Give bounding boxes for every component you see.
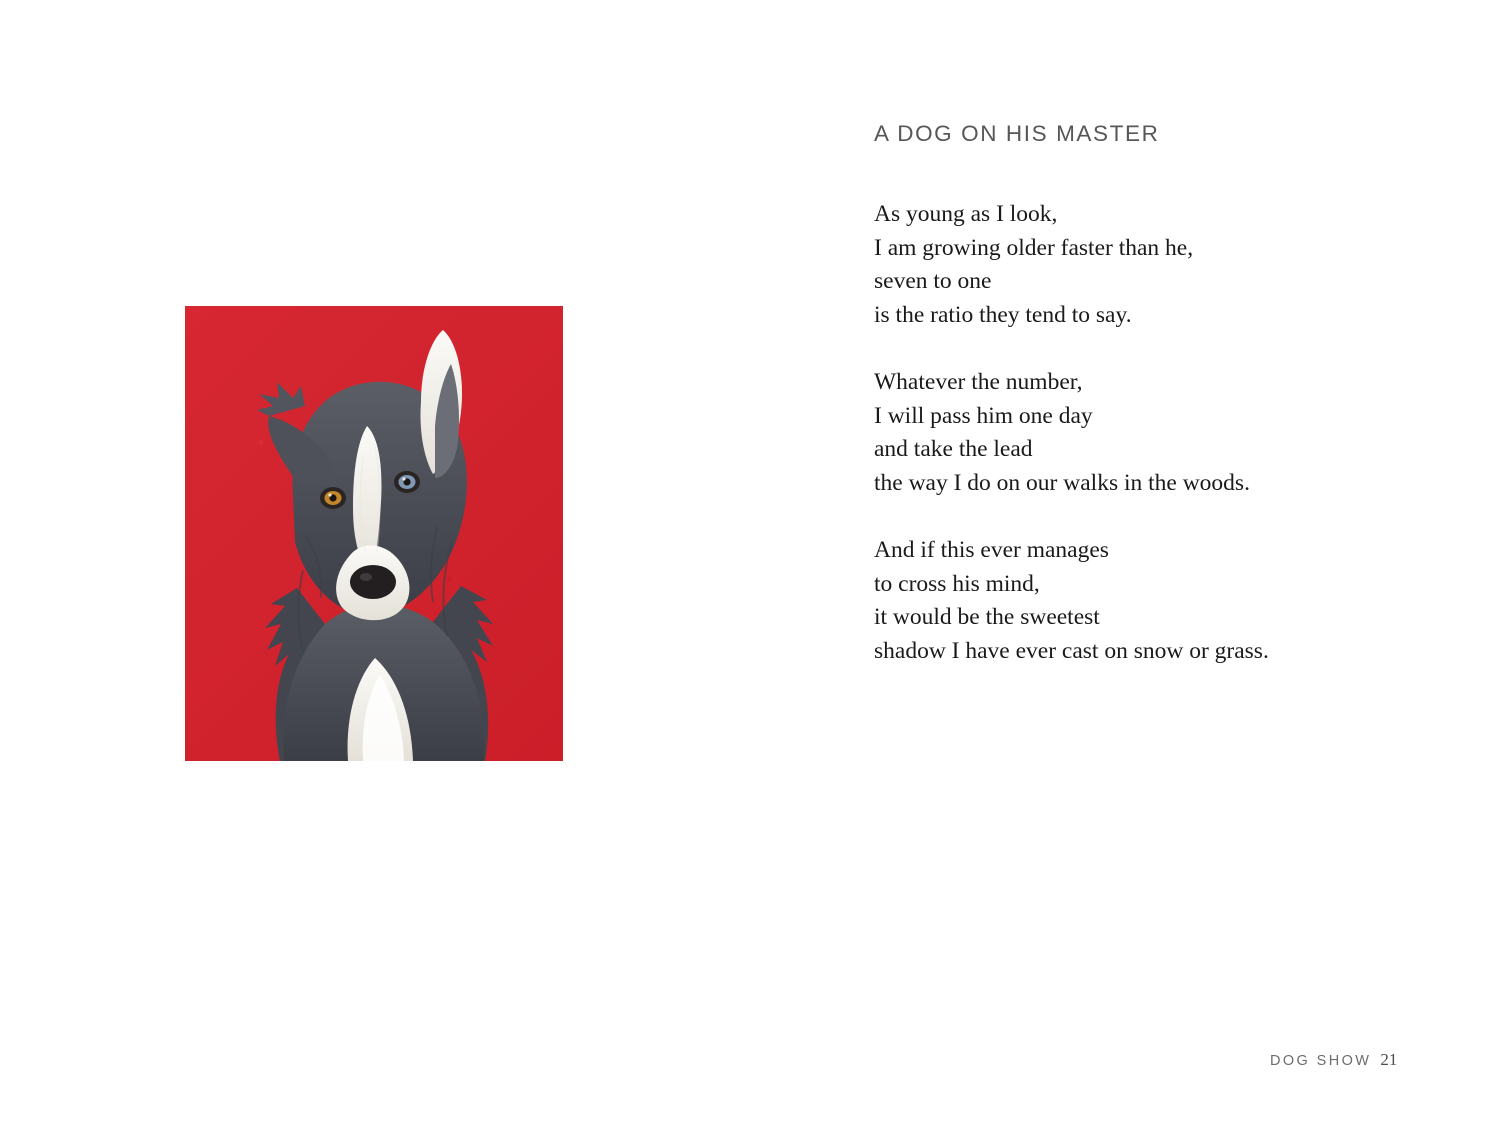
poem-line: Whatever the number,	[874, 369, 1083, 395]
poem-stanza	[874, 534, 1434, 668]
page-footer	[1270, 1050, 1397, 1070]
poem-line: is the ratio they tend to say.	[874, 301, 1132, 328]
poem-line: to cross his mind,	[874, 570, 1040, 597]
poem-line: And if this ever manages	[874, 537, 1109, 563]
poem-title: A DOG ON HIS MASTER	[874, 121, 1160, 147]
dog-portrait-image	[185, 306, 563, 761]
poem-line: it would be the sweetest	[874, 604, 1100, 630]
poem-line: As young as I look,	[874, 201, 1058, 227]
poem-line: and take the lead	[874, 436, 1033, 462]
poem-stanza	[874, 366, 1434, 500]
poem-line: I am growing older faster than he,	[874, 234, 1194, 261]
dog-illustration	[185, 306, 563, 761]
poem-line: shadow I have ever cast on snow or grass.	[874, 637, 1269, 664]
poem-body	[874, 198, 1434, 668]
poem-line: the way I do on our walks in the woods.	[874, 469, 1250, 496]
poem-line: seven to one	[874, 268, 992, 294]
footer-page-number: 21	[1380, 1050, 1398, 1069]
poem-line: I will pass him one day	[874, 402, 1093, 429]
poem-stanza	[874, 198, 1434, 332]
footer-book-title: DOG SHOW	[1270, 1053, 1372, 1069]
